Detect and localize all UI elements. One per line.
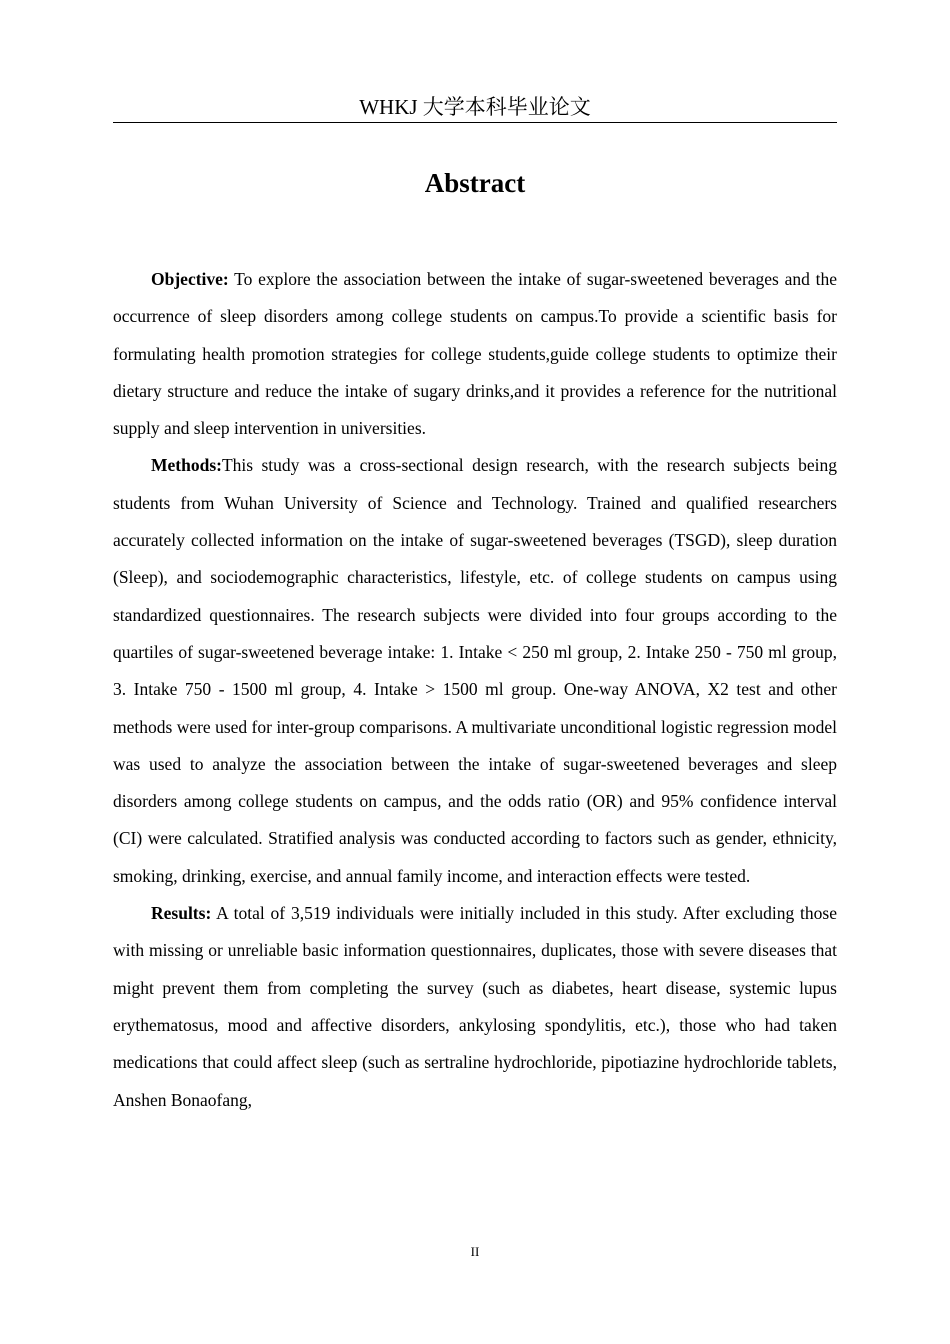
running-header [113,92,837,123]
results-paragraph [113,895,837,1119]
methods-paragraph [113,447,837,895]
objective-paragraph [113,261,837,447]
abstract-title: Abstract [424,168,526,198]
results-text: A total of 3,519 individuals were initially included in this study. After excluding those with missing or unreliable basic information questionnaires, duplicates, those with severe diseases that might prevent them from completing the survey (such as diabetes, heart disease, systemic lupus erythematosus, mood and affective disorders, ankylosing spondylitis, etc.), those who had taken medications that could affect sleep (such as sertraline hydrochloride, pipotiazine hydrochloride tablets, Anshen Bonaofang, [113,903,837,1110]
running-header-text: WHKJ 大学本科毕业论文 [359,95,591,119]
methods-text: This study was a cross-sectional design research, with the research subjects being students from Wuhan University of Science and Technology. Trained and qualified researchers accurately collected information on the intake of sugar-sweetened beverages (TSGD), sleep duration (Sleep), and sociodemographic characteristics, lifestyle, etc. of college students on campus using standardized questionnaires. The research subjects were divided into four groups according to the quartiles of sugar-sweetened beverage intake: 1. Intake < 250 ml group, 2. Intake 250 - 750 ml group, 3. Intake 750 - 1500 ml group, 4. Intake > 1500 ml group. One-way ANOVA, X2 test and other methods were used for inter-group comparisons. A multivariate unconditional logistic regression model was used to analyze the association between the intake of sugar-sweetened beverages and sleep disorders among college students on campus, and the odds ratio (OR) and 95% confidence interval (CI) were calculated. Stratified analysis was conducted according to factors such as gender, ethnicity, smoking, drinking, exercise, and annual family income, and interaction effects were tested. [113,455,837,886]
methods-label: Methods: [151,455,222,476]
page-number: II [470,1244,480,1259]
results-label: Results: [151,903,212,924]
objective-label: Objective: [151,269,229,289]
abstract-body [113,261,837,1119]
objective-text: To explore the association between the intake of sugar-sweetened beverages and the occurrence of sleep disorders among college students on campus.To provide a scientific basis for formulating health promotion strategies for college students,guide college students to optimize their dietary structure and reduce the intake of sugary drinks,and it provides a reference for the nutritional supply and sleep intervention in universities. [113,269,837,439]
